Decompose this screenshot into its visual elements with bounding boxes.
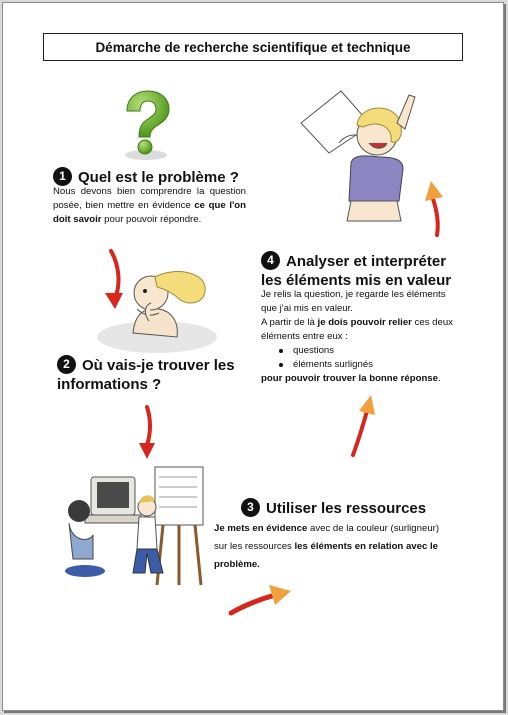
list-item: éléments surlignés [293,358,457,372]
step1-text: Nous devons bien comprendre la question posée, bien mettre en évidence ce que l'on doit savoir pour pouvoir répondre. [53,186,246,225]
list-item: questions [293,344,457,358]
cycle-arrow-icon [227,583,293,617]
cycle-arrow-icon [103,249,127,311]
step4-bullet-list [261,344,457,372]
step4-text: Je relis la question, je regarde les éléments que j'ai mis en valeur. A partir de là je dois pouvoir relier ces deux éléments entre eux : questions éléments surlignés pour pouvoir trouver la bonne réponse. [261,288,457,386]
step2-heading: 2 Où vais-je trouver les informations ? [57,357,235,393]
step2-number-badge: 2 [57,355,76,374]
document-page [2,2,504,711]
excited-person-illustration [299,83,439,223]
step3-heading: 3 Utiliser les ressources [241,498,426,518]
step4-number-badge: 4 [261,251,280,270]
step1-number-badge: 1 [53,167,72,186]
step4-heading: 4 Analyser et interpréter les éléments mis en valeur [261,253,452,289]
cycle-arrow-icon [137,405,157,461]
step3-text: Je mets en évidence avec de la couleur (surligneur) sur les ressources les éléments en relation avec le problème. [214,523,440,570]
step1-heading: 1 Quel est le problème ? [53,167,239,187]
cycle-arrow-icon [347,395,377,459]
computer-desk-illustration [59,463,209,588]
document-title: Démarche de recherche scientifique et technique [43,33,463,61]
cycle-arrow-icon [419,181,449,237]
step3-number-badge: 3 [241,498,260,517]
question-mark-icon [115,89,177,161]
step4-conclusion: pour pouvoir trouver la bonne réponse. [261,373,441,384]
